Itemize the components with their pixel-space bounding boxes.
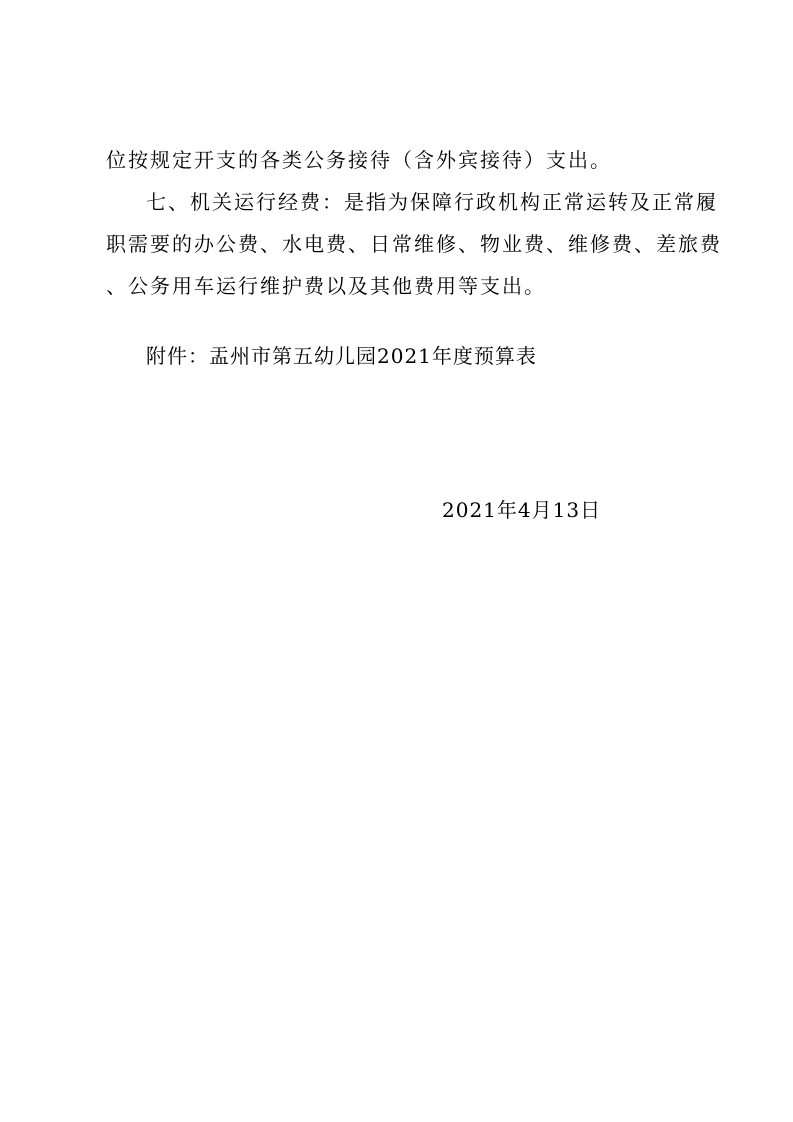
document-date: 2021年4月13日 bbox=[442, 498, 602, 522]
attachment-note: 附件：盂州市第五幼儿园2021年度预算表 bbox=[146, 344, 537, 368]
paragraph-line-1: 位按规定开支的各类公务接待（含外宾接待）支出。 bbox=[106, 148, 612, 172]
paragraph-line-3: 职需要的办公费、水电费、日常维修、物业费、维修费、差旅费 bbox=[106, 232, 722, 256]
paragraph-line-2: 七、机关运行经费：是指为保障行政机构正常运转及正常履 bbox=[146, 190, 718, 214]
paragraph-line-4: 、公务用车运行维护费以及其他费用等支出。 bbox=[106, 274, 546, 298]
